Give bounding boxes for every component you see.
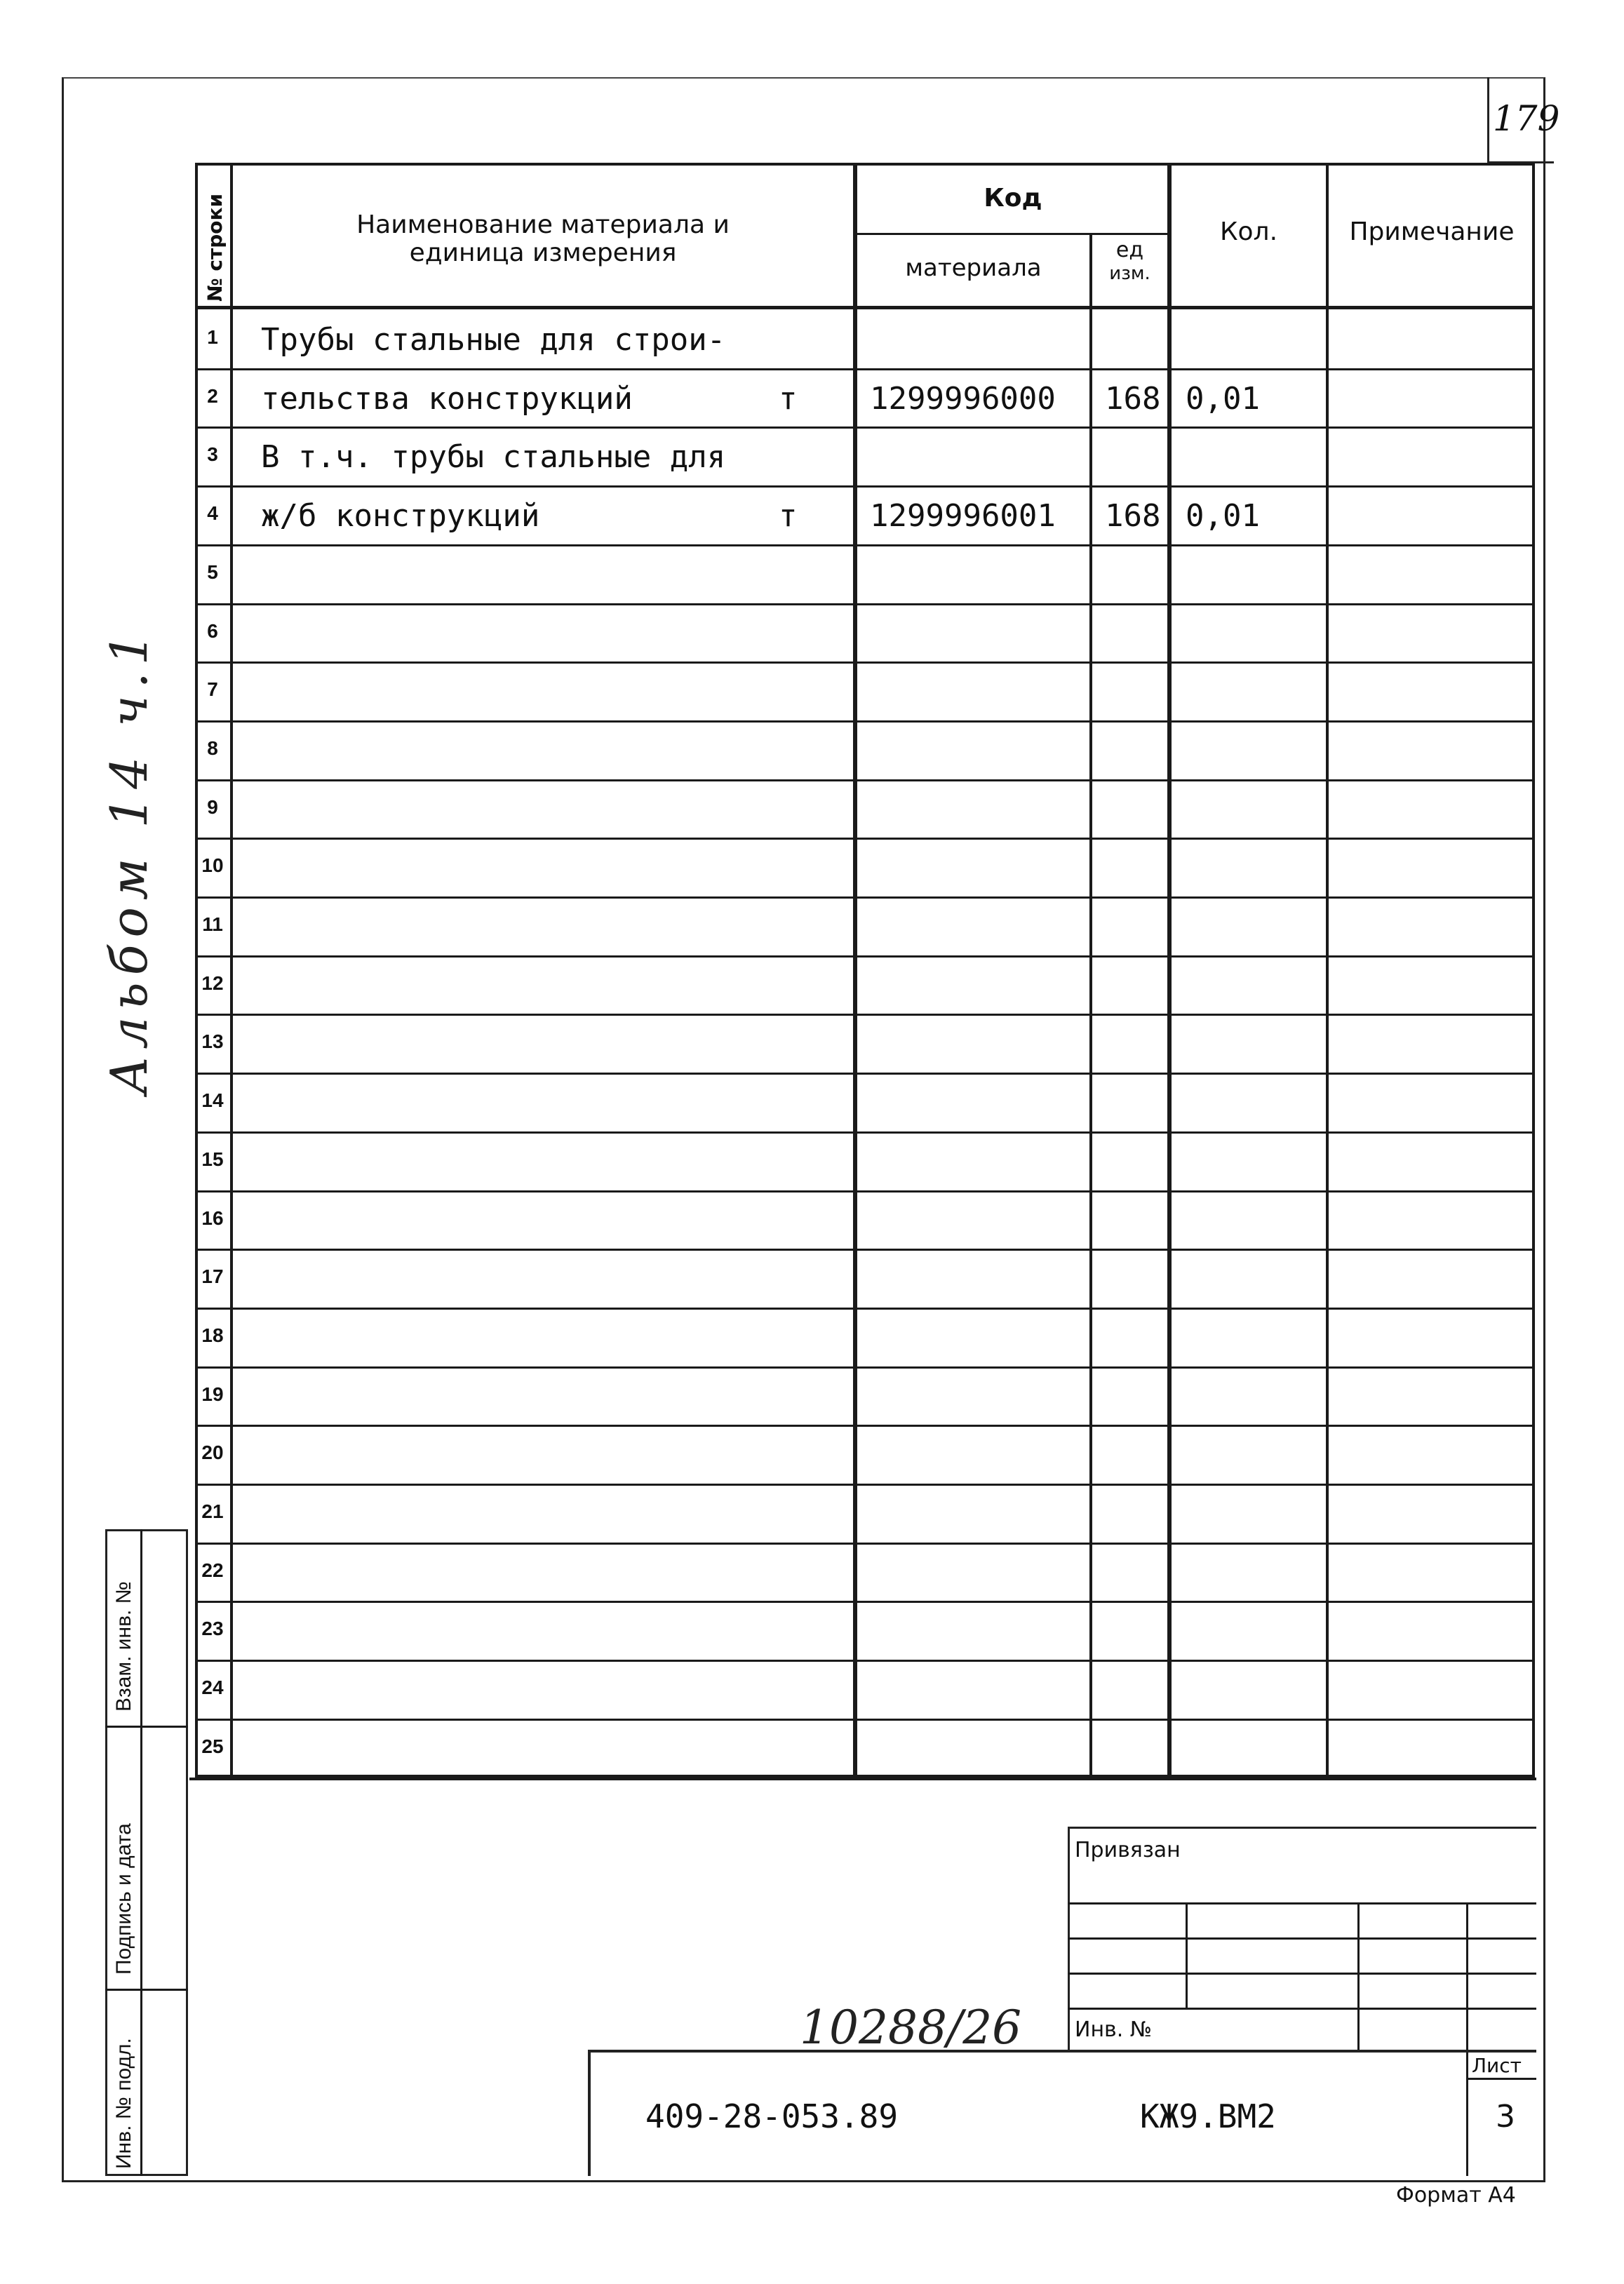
privyazan-vline2 (1357, 1902, 1360, 2050)
row-separator (195, 955, 1535, 958)
doc-code: 409-28-053.89 (645, 2097, 899, 2135)
sheet-number: 179 (1493, 98, 1560, 139)
row-separator (195, 838, 1535, 840)
row-separator (195, 1190, 1535, 1193)
inv-no-label: Инв. № (1075, 2017, 1153, 2042)
header-name-line2: единица измерения (409, 239, 677, 267)
code-subheader-line (853, 233, 1170, 235)
col-divider-rowno (230, 163, 233, 1778)
side-stamp-vzam: Взам. инв. № (112, 1581, 135, 1712)
row-separator (195, 1249, 1535, 1251)
row-number: 20 (201, 1442, 224, 1464)
row-number: 12 (201, 972, 224, 994)
row-separator (195, 1425, 1535, 1427)
row-number: 19 (201, 1383, 224, 1405)
row-separator (195, 896, 1535, 899)
title-block-top (189, 1778, 1536, 1780)
row-separator (195, 485, 1535, 488)
row-number: 15 (201, 1148, 224, 1170)
row-number: 9 (207, 795, 218, 818)
side-stamp-line1 (105, 1726, 188, 1728)
row-name: Трубы стальные для строи- (261, 322, 726, 358)
header-material: материала (905, 254, 1042, 282)
row-qty: 0,01 (1186, 498, 1260, 535)
header-row-no: № строки (203, 193, 227, 302)
row-separator (195, 1366, 1535, 1369)
row-separator (195, 720, 1535, 723)
row-separator (195, 1014, 1535, 1016)
header-note: Примечание (1349, 217, 1515, 246)
side-stamp-line2 (105, 1989, 188, 1991)
row-number: 3 (207, 443, 218, 466)
row-name: тельства конструкций (261, 380, 633, 417)
row-number: 7 (207, 678, 218, 701)
header-qty: Кол. (1219, 217, 1278, 246)
row-number: 8 (207, 737, 218, 759)
row-separator (195, 779, 1535, 781)
row-number: 21 (201, 1500, 224, 1522)
row-separator (195, 1719, 1535, 1721)
side-stamp-divider (140, 1529, 142, 2176)
row-number: 23 (201, 1618, 224, 1640)
row-number: 2 (207, 384, 218, 407)
row-number: 4 (207, 502, 218, 525)
row-separator (195, 544, 1535, 546)
privyazan-vline1 (1186, 1902, 1188, 2008)
row-unit-mark: т (779, 380, 798, 417)
row-separator (195, 1543, 1535, 1545)
row-name: ж/б конструкций (261, 498, 540, 535)
row-number: 5 (207, 560, 218, 583)
row-number: 25 (201, 1735, 224, 1757)
header-name-line1: Наименование материала и (356, 210, 730, 239)
row-unit-code: 168 (1105, 380, 1161, 417)
col-divider-unit (1167, 163, 1172, 1778)
row-qty: 0,01 (1186, 380, 1260, 417)
row-unit-code: 168 (1105, 498, 1161, 535)
row-name: В т.ч. трубы стальные для (261, 439, 726, 476)
row-unit-mark: т (779, 498, 798, 535)
row-number: 14 (201, 1089, 224, 1112)
row-number: 6 (207, 619, 218, 642)
col-divider-material (1089, 233, 1092, 1778)
row-separator (195, 1073, 1535, 1075)
row-separator (195, 1484, 1535, 1486)
row-number: 24 (201, 1677, 224, 1699)
col-divider-name (853, 163, 857, 1778)
row-separator (195, 426, 1535, 429)
row-number: 13 (201, 1030, 224, 1053)
side-stamp-inv-podl: Инв. № подл. (112, 2038, 135, 2169)
col-divider-qty (1326, 163, 1329, 1778)
row-separator (195, 1308, 1535, 1310)
row-number: 18 (201, 1324, 224, 1346)
row-number: 11 (202, 913, 223, 935)
row-separator (195, 1601, 1535, 1603)
handwritten-number: 10288/26 (800, 2001, 1022, 2055)
row-material-code: 1299996001 (870, 498, 1056, 535)
row-number: 17 (201, 1265, 224, 1288)
list-number: 3 (1496, 2099, 1515, 2135)
row-number: 1 (207, 326, 218, 348)
album-note: Альбом 14 ч.1 (100, 626, 159, 1094)
row-separator (195, 603, 1535, 605)
header-unit-line2: изм. (1109, 263, 1150, 284)
header-unit-line1: ед (1115, 238, 1144, 262)
row-number: 22 (201, 1559, 224, 1581)
header-bottom-line (195, 306, 1535, 309)
list-label: Лист (1472, 2054, 1522, 2077)
row-material-code: 1299996000 (870, 380, 1056, 417)
row-separator (195, 1660, 1535, 1662)
header-code: Код (984, 184, 1042, 213)
privyazan-label: Привязан (1075, 1838, 1181, 1862)
row-separator (195, 368, 1535, 370)
row-separator (195, 661, 1535, 664)
list-label-line (1466, 2078, 1536, 2080)
side-stamp-podpis: Подпись и дата (112, 1823, 135, 1975)
format-label: Формат А4 (1396, 2183, 1516, 2208)
row-separator (195, 1131, 1535, 1134)
row-number: 10 (201, 854, 224, 877)
doc-mark: КЖ9.ВМ2 (1140, 2097, 1276, 2135)
row-number: 16 (201, 1207, 224, 1229)
